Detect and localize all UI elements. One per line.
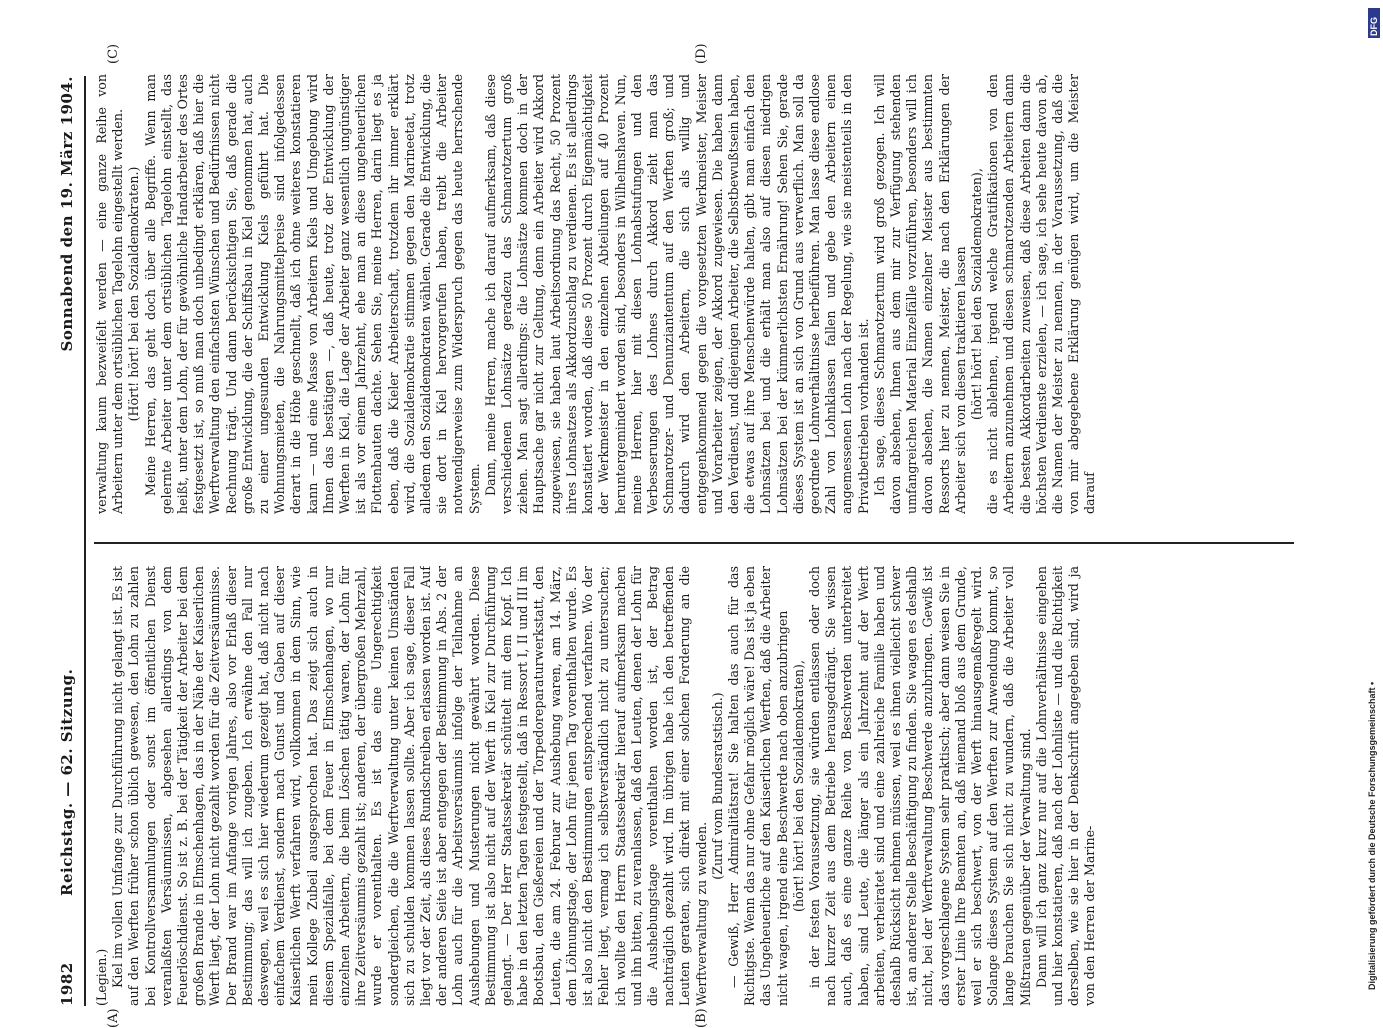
paragraph: — Gewiß, Herr Admiralitätsrat! Sie halten das auch für das Richtigste. Wenn das nur ohne Gefahr möglich wäre! Das ist ja eben das Ungeheuerliche auf den Kaiserlichen Werften, daß die Arbeiter nicht wagen, irgend eine Beschwerde nach oben anzubringen (725, 566, 790, 1006)
interjection: (hört! hört! bei den Sozialdemokraten), (968, 168, 984, 420)
paragraph: Meine Herren, das geht doch über alle Begriffe. Wenn man gelernte Arbeiter unter dem ortsüblichen Tagelohn einstellt, das heißt, unter dem Lohn, der für gewöhnliche Handarbeiter des Ortes festgesetzt ist, so muß man doch unbedingt erklären, daß hier die Werftverwaltung den einfachsten Wünschen und Bedürfnissen nicht Rechnung trägt. Und dann berücksichtigen Sie, daß gerade die große Entwicklung, die der Schiffsbau in Kiel genommen hat, auch zu einer ungesunden Entwicklung Kiels geführt hat. Die Wohnungsmieten, die Nahrungsmittelpreise sind infolgedessen derart in die Höhe geschnellt, daß ich ohne weiteres konstatieren kann — und eine Masse von Arbeitern Kiels und Umgebung wird Ihnen das bestätigen —, daß heute, trotz der Entwicklung der Werften in Kiel, die Lage der Arbeiter ganz wesentlich ungünstiger ist als vor einem Jahrzehnt, ehe man an diese ungeheuerlichen Flottenbauten dachte. Sehen Sie, meine Herren, darin liegt es ja eben, daß die Kieler Arbeiterschaft, trotzdem ihr immer erklärt wird, die Sozialdemokratie stimmen gegen den Marineetat, trotz alledem den Sozialdemokraten wählen. Gerade die Entwicklung, die sie dort in Kiel hervorgerufen haben, treibt die Arbeiter notwendigerweise zum Widerspruch gegen das heute herrschende System. (142, 74, 482, 514)
paragraph: Ich sage, dieses Schmarotzertum wird groß gezogen. Ich will davon absehen, Ihnen aus dem mir zur Verfügung stehenden umfangreichen Material Einzelfälle vorzuführen, besonders will ich davon absehen, die Namen einzelner Meister aus bestimmten Ressorts hier zu nennen, Meister, die nach den Erklärungen der Arbeiter sich von diesen traktieren lassen (871, 74, 968, 514)
margin-marker-d: (D) (694, 43, 709, 64)
paragraph: verwaltung kaum bezweifelt werden — eine ganze Reihe von Arbeitern unter dem ortsüblichen Tagelohn eingestellt werden. (94, 74, 126, 514)
paragraph: die es nicht ablehnen, irgend welche Gratifikationen von den Arbeitern anzunehmen und diesen schmarotzenden Arbeitern dann die besten Akkordarbeiten zuweisen, daß diese Arbeiten dann die höchsten Verdienste erzielen, — ich sage, ich sehe heute davon ab, die Namen der Meister zu nennen, in der Voraussetzung, daß die von mir abgegebene Erklärung genügen wird, um die Meister darauf (985, 74, 1098, 514)
speaker-name: (Legien.) (94, 948, 109, 1006)
paragraph: Dann, meine Herren, mache ich darauf aufmerksam, daß diese verschiedenen Lohnsätze geradezu das Schmarotzertum groß ziehen. Man sagt allerdings: die Lohnsätze kommen doch in der Hauptsache gar nicht zur Geltung, denn ein Arbeiter wird Akkord zugewiesen, sie haben laut Arbeitsordnung das Recht, 50 Prozent ihres Lohnsatzes als Akkordzuschlag zu verdienen. Es ist allerdings konstatiert worden, daß diese 50 Prozent durch Eigenmächtigkeit der Werkmeister in den einzelnen Abteilungen auf 40 Prozent heruntergemindert worden sind, besonders in Wilhelmshaven. Nun, meine Herren, hier mit diesen Lohnabstufungen und den Verbesserungen des Lohnes durch Akkord zieht man das Schmarotzer- und Denunziantentum auf den Werften groß; und dadurch wird den Arbeitern, die sich als willig und entgegenkommend gegen die vorgesetzten Werkmeister, Meister und Vorarbeiter zeigen, der Akkord zugewiesen. Die haben dann den Verdienst, und diejenigen Arbeiter, die Selbstbewußtsein haben, die etwas auf ihre Menschenwürde halten, gibt man einfach den Lohnsätzen bei und die erhält man also auf diesen niedrigen Lohnsätzen bei der kümmerlichsten Ernährung! Sehen Sie, gerade dieses System ist an sich von Grund aus verwerflich. Man soll da geordnete Lohnverhältnisse herbeiführen. Man lasse diese endlose Zahl von Lohnklassen fallen und gebe den Arbeitern einen angemessenen Lohn nach der Regelung, wie sie meistenteils in den Privatbetrieben vorhanden ist. (482, 74, 871, 514)
left-text-column (94, 566, 1284, 1006)
header-left-title: Reichstag. — 62. Sitzung. (58, 668, 76, 896)
interjection: (hört! hört! bei den Sozialdemokraten), (790, 660, 806, 912)
paragraph: Dann will ich ganz kurz nur auf die Lohnverhältnisse eingehen und hier konstatieren, daß nach der Lohnliste — und die Richtigkeit derselben, wie sie hier in der Denkschrift angegeben sind, wird ja von den Herren der Marine- (1033, 566, 1098, 1006)
dfg-logo-text: DFG (1369, 17, 1379, 36)
paragraph: Kiel im vollen Umfange zur Durchführung nicht gelangt ist. Es ist auf den Werften früher schon üblich gewesen, den Lohn zu zahlen bei Kontrollversammlungen oder sonst im öffentlichen Dienst veranlaßten Versäumnissen, abgesehen allerdings von dem Feuerlöschdienst. So ist z. B. bei der Tätigkeit der Arbeiter bei dem großen Brande in Elmschenhagen, das in der Nähe der Kaiserlichen Werft liegt, der Lohn nicht gezahlt worden für die Zeitversäumnisse. Der Brand war im Anfange vorigen Jahres, also vor Erlaß dieser Bestimmung; das will ich zugeben. Ich erwähne den Fall nur deswegen, weil es sich hier wiederum gezeigt hat, daß nicht nach einfachem Verdienst, sondern nach Gunst und Gaben auf dieser Kaiserlichen Werft verfahren wird, vollkommen in dem Sinn, wie mein Kollege Zubeil ausgesprochen hat. Das zeigt sich auch in diesem Spezialfalle, bei dem Feuer in Elmschenhagen, wo nur einzelnen Arbeitern, die beim Löschen tätig waren, der Lohn für ihre Zeitversäumnis gezahlt ist; anderen, der übergroßen Mehrzahl, wurde er vorenthalten. Es ist das eine Ungerechtigkeit sondergleichen, die die Werftverwaltung unter keinen Umständen sich zu schulden kommen lassen sollte. Aber ich sage, dieser Fall liegt vor der Zeit, als dieses Rundschreiben erlassen worden ist. Auf der anderen Seite ist aber entgegen der Bestimmung in Abs. 2 der Lohn auch für die Arbeitsversäumnis infolge der Teilnahme an Aushebungen und Musterungen nicht gewährt worden. Diese Bestimmung ist also nicht auf der Werft in Kiel zur Durchführung gelangt. — Der Herr Staatssekretär schüttelt mit dem Kopf. Ich habe in den letzten Tagen festgestellt, daß in Ressort I, II und III im Bootsbau, den Gießereien und der Torpedoreparaturwerkstatt, den Leuten, die am 24. Februar zur Aushebung waren, am 14. März, dem Löhnungstage, der Lohn für jenen Tag vorenthalten wurde. Es ist also nicht den Bestimmungen entsprechend verfahren. Wo der Fehler liegt, vermag ich selbstverständlich nicht zu untersuchen; ich wollte den Herrn Staatssekretär hierauf aufmerksam machen und ihn bitten, zu veranlassen, daß den Leuten, denen der Lohn für die Aushebungstage vorenthalten worden ist, der Betrag nachträglich gezahlt wird. Im übrigen habe ich den betreffenden Leuten geraten, sich direkt mit einer solchen Forderung an die Werftverwaltung zu wenden. (110, 566, 709, 1006)
interjection: (Hört! hört! bei den Sozialdemokraten.) (126, 166, 142, 422)
digitization-credit: Digitalisierung gefördert durch die Deutsche Forschungsgemeinschaft • (1367, 681, 1377, 990)
margin-marker-b: (B) (694, 1008, 709, 1028)
paragraph: in der festen Voraussetzung, sie würden entlassen oder doch nach kurzer Zeit aus dem Betriebe herausgedrängt. Sie wissen auch, daß es eine ganze Reihe von Beschwerden unterbreitet haben, sind Leute, die länger als ein Jahrzehnt auf der Werft arbeiten, verheiratet sind und eine zahlreiche Familie haben und deshalb Rücksicht nehmen müssen, weil es ihnen vielleicht schwer ist, an anderer Stelle Beschäftigung zu finden. Sie wagen es deshalb nicht, bei der Werftverwaltung Beschwerde anzubringen. Gewiß ist das vorgeschlagene System sehr praktisch; aber dann weisen Sie in erster Linie Ihre Beamten an, daß niemand bloß aus dem Grunde, weil er sich beschwert, von der Werft hinausgemaßregelt wird. Solange dieses System auf den Werften zur Anwendung kommt, so lange brauchen Sie sich nicht zu wundern, daß die Arbeiter voll Mißtrauen gegenüber der Verwaltung sind. (806, 566, 1033, 1006)
header-right-title: Sonnabend den 19. März 1904. (58, 76, 76, 352)
column-divider (94, 542, 1294, 544)
rotated-sheet (54, 6, 1304, 1028)
digitization-credit-bar (1366, 10, 1380, 990)
right-text-column (94, 74, 1284, 514)
page-header (54, 76, 86, 1006)
margin-marker-c: (C) (106, 43, 121, 64)
page-number: 1982 (58, 962, 76, 1006)
interjection: (Zuruf vom Bundesratstisch.) (709, 692, 725, 880)
margin-marker-a: (A) (106, 1008, 121, 1028)
